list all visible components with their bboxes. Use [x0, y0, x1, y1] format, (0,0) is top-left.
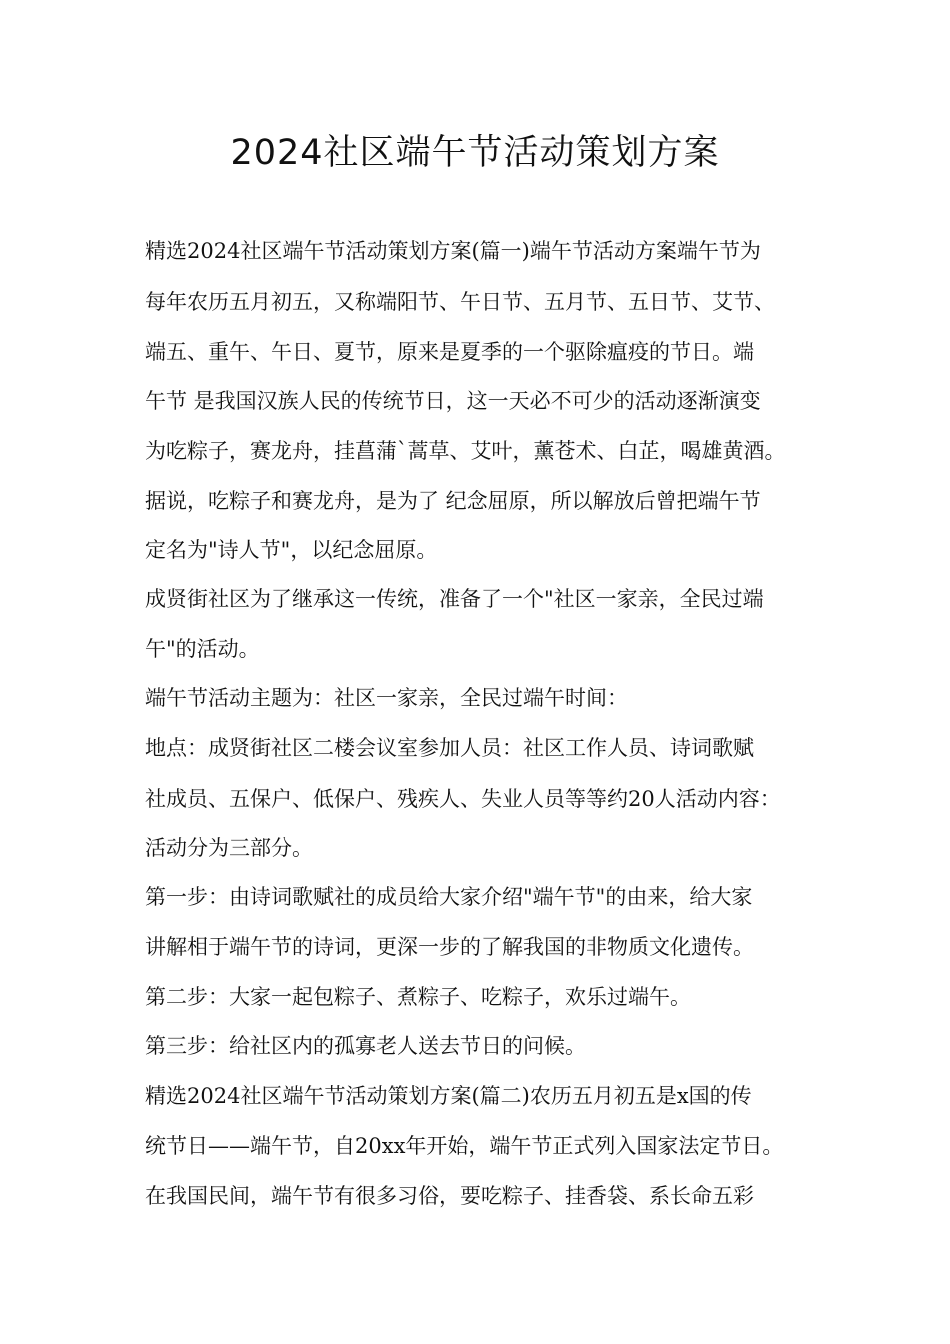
paragraph-line: 为吃粽子，赛龙舟，挂菖蒲`蒿草、艾叶，薰苍术、白芷，喝雄黄酒。: [145, 439, 786, 463]
paragraph-line: 据说，吃粽子和赛龙舟，是为了 纪念屈原，所以解放后曾把端午节: [145, 489, 761, 513]
paragraph-line: 社成员、五保户、低保户、残疾人、失业人员等等约20人活动内容：: [145, 787, 781, 811]
paragraph-line: 每年农历五月初五，又称端阳节、午日节、五月节、五日节、艾节、: [145, 290, 775, 314]
paragraph-line: 精选2024社区端午节活动策划方案(篇二)农历五月初五是x国的传: [145, 1084, 752, 1108]
paragraph-line: 端午节活动主题为：社区一家亲，全民过端午时间：: [145, 686, 628, 710]
paragraph-line: 第二步：大家一起包粽子、煮粽子、吃粽子，欢乐过端午。: [145, 985, 691, 1009]
paragraph-line: 第三步：给社区内的孤寡老人送去节日的问候。: [145, 1034, 586, 1058]
paragraph-line: 第一步：由诗词歌赋社的成员给大家介绍"端午节"的由来，给大家: [145, 885, 753, 909]
document-title: 2024社区端午节活动策划方案: [230, 133, 720, 173]
paragraph-line: 午"的活动。: [145, 637, 260, 661]
paragraph-line: 讲解相于端午节的诗词，更深一步的了解我国的非物质文化遗传。: [145, 935, 754, 959]
paragraph-line: 午节 是我国汉族人民的传统节日，这一天必不可少的活动逐渐演变: [145, 389, 761, 413]
paragraph-line: 端五、重午、午日、夏节，原来是夏季的一个驱除瘟疫的节日。端: [145, 340, 754, 364]
paragraph-line: 活动分为三部分。: [145, 836, 313, 860]
paragraph-line: 地点：成贤街社区二楼会议室参加人员：社区工作人员、诗词歌赋: [145, 736, 754, 760]
paragraph-line: 精选2024社区端午节活动策划方案(篇一)端午节活动方案端午节为: [145, 239, 761, 263]
paragraph-line: 定名为"诗人节"，以纪念屈原。: [145, 538, 438, 562]
paragraph-line: 统节日——端午节，自20xx年开始，端午节正式列入国家法定节日。: [145, 1134, 784, 1158]
paragraph-line: 成贤街社区为了继承这一传统，准备了一个"社区一家亲，全民过端: [145, 587, 764, 611]
paragraph-line: 在我国民间，端午节有很多习俗，要吃粽子、挂香袋、系长命五彩: [145, 1184, 754, 1208]
